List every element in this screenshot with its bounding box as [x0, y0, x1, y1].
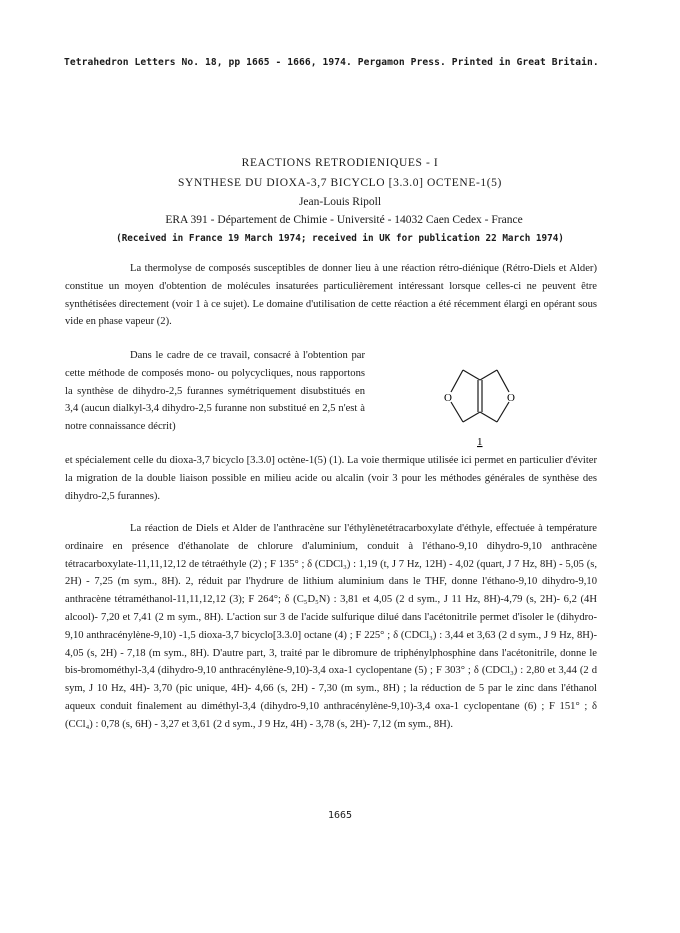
journal-header: Tetrahedron Letters No. 18, pp 1665 - 1666, 1974. Pergamon Press. Printed in Great Britain. — [64, 57, 599, 68]
oxygen-left: O — [444, 392, 452, 404]
author: Jean-Louis Ripoll — [298, 196, 382, 208]
compound-label: 1 — [477, 436, 483, 448]
oxygen-right: O — [507, 392, 515, 404]
paragraph-3 — [65, 520, 597, 734]
bicyclic-structure-icon — [433, 350, 553, 450]
affiliation: ERA 391 - Département de Chimie - Université - 14032 Caen Cedex - France — [165, 214, 523, 226]
paragraph-2 — [65, 347, 365, 436]
structure-diagram — [433, 350, 553, 455]
received-dates: (Received in France 19 March 1974; received in UK for publication 22 March 1974) — [116, 233, 564, 244]
paragraph-3-text: La réaction de Diels et Alder de l'anthracène sur l'éthylènetétracarboxylate d'éthyle, effectuée à température ordinaire en présence d'éthanolate de chlorure d'aluminium, conduit à l'éthano-9,10 dihydro-9,10 anthracène tétracarboxylate-11,11,12,12 de tétraéthyle (2) ; F 135° ; δ (CDCl₃) : 1,19 (t, J 7 Hz, 12H) - 4,02 (quart, J 7 Hz, 8H) - 5,05 (s, 2H) - 7,25 (m sym., 8H). 2, réduit par l'hydrure de lithium aluminium dans le THF, donne l'éthano-9,10 dihydro-9,10 anthracène tétraméthanol-11,11,12,12 (3); F 264°; δ (C₅D₅N) : 3,81 et 4,05 (2 d sym., J 11 Hz, 8H)-4,79 (s, 2H)- 6,2 (4H alcool)- 7,20 et 7,41 (2 m sym., 8H). L'action sur 3 de l'acide sulfurique dilué dans l'acétonitrile permet d'isoler le (dihydro-9,10 anthracénylène-9,10) -1,5 dioxa-3,7 bicyclo[3.3.0] octane (4) ; F 225° ; δ (CDCl₃) : 3,44 et 3,63 (2 d sym., J 9 Hz, 8H)- 4,05 (s, 2H) - 7,18 (m sym., 8H). D'autre part, 3, traité par le dibromure de triphénylphosphine dans l'acétonitrile, donne le bis-bromométhyl-3,4 (dihydro-9,10 anthracénylène-9,10)-3,4 oxa-1 cyclopentane (5) ; F 303° ; δ (CDCl₃) : 2,80 et 3,44 (2 d sym, J 10 Hz, 4H)- 3,70 (pic unique, 4H)- 4,66 (s, 2H) - 7,30 (m sym., 8H) ; la réduction de 5 par le zinc dans l'éthanol aqueux conduit finalement au diméthyl-3,4 (dihydro-9,10 anthracénylène-9,10)-3,4 oxa-1 cyclopentane (6) ; F 151° ; δ (CCl₄) : 0,78 (s, 6H) - 3,27 et 3,61 (2 d sym., J 9 Hz, 4H) - 3,78 (s, 2H)- 7,12 (m sym., 8H). — [65, 523, 597, 730]
paper-title: REACTIONS RETRODIENIQUES - I — [241, 157, 439, 169]
paragraph-1 — [65, 260, 597, 331]
page-number: 1665 — [327, 810, 353, 821]
paragraph-2-cont — [65, 452, 597, 505]
paragraph-2-end-text: et spécialement celle du dioxa-3,7 bicyclo [3.3.0] octène-1(5) (1). La voie thermique utilisée ici permet en particulier d'éviter la migration de la double liaison possible en milieu acide ou alcalin (voir 3 pour les méthodes générales de synthèse des dihydro-2,5 furannes). — [65, 455, 597, 502]
paper-subtitle: SYNTHESE DU DIOXA-3,7 BICYCLO [3.3.0] OCTENE-1(5) — [178, 177, 502, 189]
paragraph-1-text: La thermolyse de composés susceptibles de donner lieu à une réaction rétro-diénique (Rétro-Diels et Alder) constitue un moyen d'obtention de molécules insaturées particulièrement intéressant lorsque celles-ci ne peuvent être synthétisées directement (voir 1 à ce sujet). Le domaine d'utilisation de cette réaction a été récemment élargi en opérant sous vide en phase vapeur (2). — [65, 263, 597, 328]
paragraph-2-text: Dans le cadre de ce travail, consacré à l'obtention par cette méthode de composés mono- ou polycycliques, nous rapportons la synthèse de dihydro-2,5 furannes symétriquement disubstitués en 3,4 (aucun dialkyl-3,4 dihydro-2,5 furanne non substitué en 2,5 n'est à notre connaissance décrit) — [65, 350, 365, 433]
